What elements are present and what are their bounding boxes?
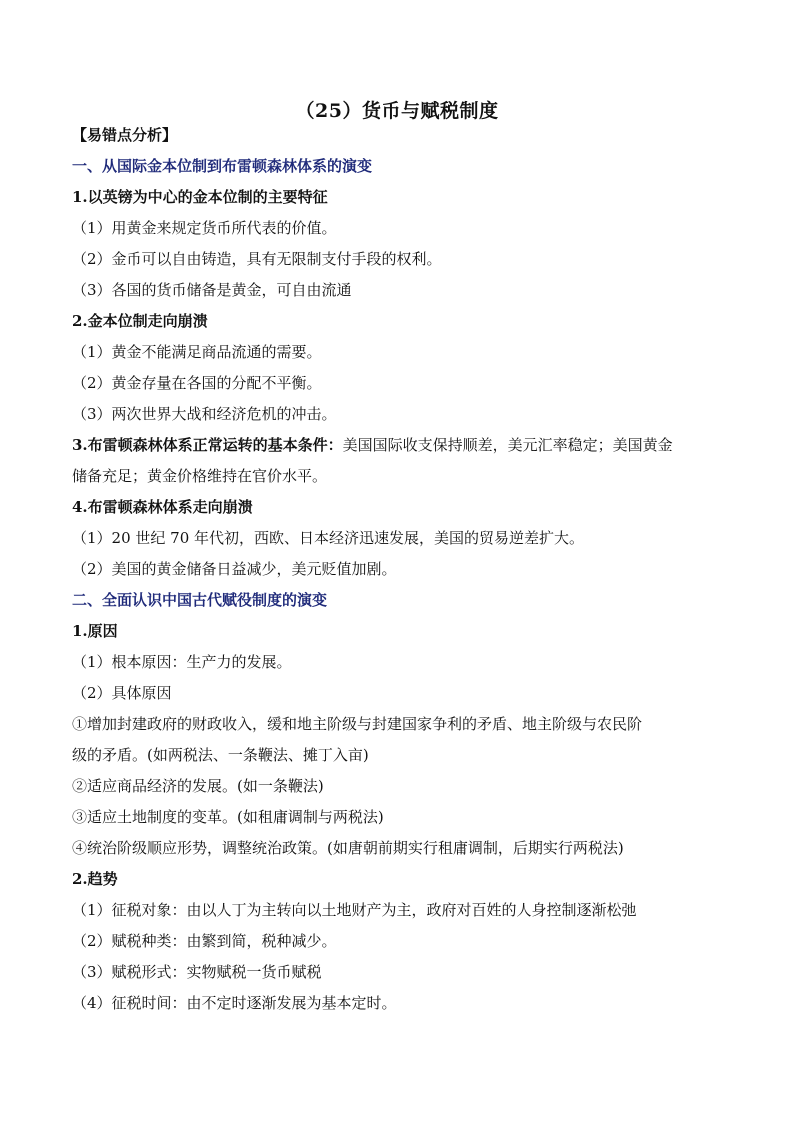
list-item: （1）黄金不能满足商品流通的需要。: [72, 343, 322, 361]
s1-sub3-text-2: 储备充足；黄金价格维持在官价水平。: [72, 467, 328, 485]
list-item: （1）20 世纪 70 年代初，西欧、日本经济迅速发展，美国的贸易逆差扩大。: [72, 529, 585, 547]
list-item: （3）两次世界大战和经济危机的冲击。: [72, 405, 337, 423]
section1-heading: 一、从国际金本位制到布雷顿森林体系的演变: [72, 157, 373, 175]
s2-sub2-heading: 2.趋势: [72, 870, 118, 888]
list-item: ①增加封建政府的财政收入，缓和地主阶级与封建国家争利的矛盾、地主阶级与农民阶: [72, 715, 643, 733]
s1-sub3-text-1: 美国国际收支保持顺差，美元汇率稳定；美国黄金: [342, 436, 673, 454]
s1-sub3-heading: 3.布雷顿森林体系正常运转的基本条件：: [72, 436, 343, 454]
list-item: ④统治阶级顺应形势，调整统治政策。(如唐朝前期实行租庸调制，后期实行两税法): [72, 839, 624, 857]
list-item: ③适应土地制度的变革。(如租庸调制与两税法): [72, 808, 384, 826]
list-item: （2）赋税种类：由繁到简，税种减少。: [72, 932, 337, 950]
list-item: ②适应商品经济的发展。(如一条鞭法): [72, 777, 324, 795]
list-item: （3）赋税形式：实物赋税一货币赋税: [72, 963, 322, 981]
s1-sub2-heading: 2.金本位制走向崩溃: [72, 312, 208, 330]
list-item: （2）具体原因: [72, 684, 172, 702]
list-item: （3）各国的货币储备是黄金，可自由流通: [72, 281, 352, 299]
s1-sub3-paragraph: [72, 430, 722, 461]
s1-sub4-heading: 4.布雷顿森林体系走向崩溃: [72, 498, 253, 516]
document-body: [72, 120, 722, 1019]
list-item: 级的矛盾。(如两税法、一条鞭法、摊丁入亩): [72, 746, 369, 764]
list-item: （1）征税对象：由以人丁为主转向以土地财产为主，政府对百姓的人身控制逐渐松弛: [72, 901, 637, 919]
list-item: （2）黄金存量在各国的分配不平衡。: [72, 374, 322, 392]
list-item: （2）美国的黄金储备日益减少，美元贬值加剧。: [72, 560, 397, 578]
page-title: （25）货币与赋税制度: [295, 100, 499, 122]
list-item: （2）金币可以自由铸造，具有无限制支付手段的权利。: [72, 250, 442, 268]
s1-sub1-heading: 1.以英镑为中心的金本位制的主要特征: [72, 188, 328, 206]
section2-heading: 二、全面认识中国古代赋役制度的演变: [72, 591, 328, 609]
list-item: （1）根本原因：生产力的发展。: [72, 653, 292, 671]
section-label: 【易错点分析】: [72, 126, 178, 144]
list-item: （4）征税时间：由不定时逐渐发展为基本定时。: [72, 994, 397, 1012]
s2-sub1-heading: 1.原因: [72, 622, 118, 640]
list-item: （1）用黄金来规定货币所代表的价值。: [72, 219, 337, 237]
